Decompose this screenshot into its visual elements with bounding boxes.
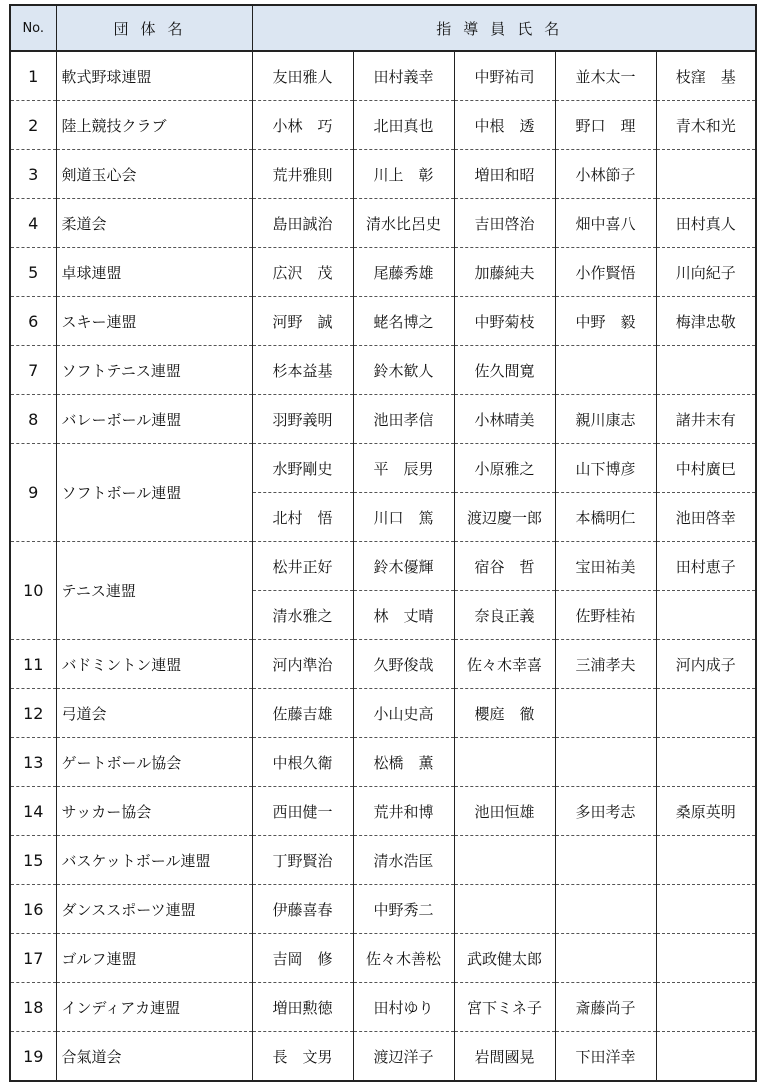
instructor-name: 蛯名博之: [353, 297, 454, 346]
instructor-name: 池田啓幸: [656, 493, 756, 542]
instructor-name: 畑中喜八: [555, 199, 656, 248]
instructor-name: [454, 836, 555, 885]
instructor-name: 中野菊枝: [454, 297, 555, 346]
instructor-name: [656, 836, 756, 885]
instructor-name: [555, 346, 656, 395]
instructor-name: 武政健太郎: [454, 934, 555, 983]
instructor-name: 小林晴美: [454, 395, 555, 444]
instructor-name: 伊藤喜春: [252, 885, 353, 934]
instructor-name: 清水雅之: [252, 591, 353, 640]
row-number: 2: [10, 101, 56, 150]
instructor-name: 松井正好: [252, 542, 353, 591]
table-row: [10, 199, 756, 248]
instructor-name: 野口 理: [555, 101, 656, 150]
instructor-name: 佐野桂祐: [555, 591, 656, 640]
group-name: 弓道会: [56, 689, 252, 738]
instructor-name: 中野 毅: [555, 297, 656, 346]
table-row: [10, 297, 756, 346]
instructor-name: 小作賢悟: [555, 248, 656, 297]
instructor-name: 小林節子: [555, 150, 656, 199]
instructor-name: 中野秀二: [353, 885, 454, 934]
instructor-name: 川口 篤: [353, 493, 454, 542]
group-name: バスケットボール連盟: [56, 836, 252, 885]
instructor-name: 加藤純夫: [454, 248, 555, 297]
table-row: [10, 248, 756, 297]
instructor-name: 羽野義明: [252, 395, 353, 444]
instructor-name: 中村廣巳: [656, 444, 756, 493]
table-row: [10, 1032, 756, 1082]
instructor-name: [656, 591, 756, 640]
instructor-name: 杉本益基: [252, 346, 353, 395]
instructor-name: [656, 885, 756, 934]
instructor-name: 渡辺洋子: [353, 1032, 454, 1082]
instructor-name: 岩間國晃: [454, 1032, 555, 1082]
group-name: ゴルフ連盟: [56, 934, 252, 983]
instructor-name: 田村恵子: [656, 542, 756, 591]
instructor-name: [656, 150, 756, 199]
instructor-name: [555, 934, 656, 983]
table-row: [10, 51, 756, 101]
instructor-name: 宿谷 哲: [454, 542, 555, 591]
row-number: 15: [10, 836, 56, 885]
instructor-name: 諸井末有: [656, 395, 756, 444]
table-row: [10, 346, 756, 395]
header-names: 指導員氏名: [252, 5, 756, 51]
instructor-table: [9, 4, 757, 1082]
instructor-name: 荒井雅則: [252, 150, 353, 199]
instructor-name: 枝窪 基: [656, 51, 756, 101]
row-number: 5: [10, 248, 56, 297]
instructor-name: 平 辰男: [353, 444, 454, 493]
instructor-name: 中根久衛: [252, 738, 353, 787]
row-number: 8: [10, 395, 56, 444]
table-header-row: [10, 5, 756, 51]
instructor-name: 梅津忠敬: [656, 297, 756, 346]
group-name: テニス連盟: [56, 542, 252, 640]
table-row: [10, 542, 756, 591]
instructor-name: [656, 1032, 756, 1082]
instructor-name: 小山史高: [353, 689, 454, 738]
instructor-name: 宝田祐美: [555, 542, 656, 591]
instructor-name: 鈴木歓人: [353, 346, 454, 395]
instructor-name: 広沢 茂: [252, 248, 353, 297]
row-number: 4: [10, 199, 56, 248]
instructor-name: [656, 689, 756, 738]
instructor-name: 河内準治: [252, 640, 353, 689]
instructor-name: 青木和光: [656, 101, 756, 150]
instructor-name: 斎藤尚子: [555, 983, 656, 1032]
instructor-name: 河野 誠: [252, 297, 353, 346]
instructor-name: 鈴木優輝: [353, 542, 454, 591]
instructor-name: 友田雅人: [252, 51, 353, 101]
instructor-name: [555, 885, 656, 934]
group-name: 柔道会: [56, 199, 252, 248]
header-group: 団体名: [56, 5, 252, 51]
instructor-name: 下田洋幸: [555, 1032, 656, 1082]
instructor-name: 長 文男: [252, 1032, 353, 1082]
instructor-name: 田村ゆり: [353, 983, 454, 1032]
row-number: 14: [10, 787, 56, 836]
group-name: サッカー協会: [56, 787, 252, 836]
instructor-name: 川上 彰: [353, 150, 454, 199]
instructor-name: 渡辺慶一郎: [454, 493, 555, 542]
instructor-name: 小林 巧: [252, 101, 353, 150]
instructor-name: [555, 689, 656, 738]
instructor-name: 奈良正義: [454, 591, 555, 640]
table-row: [10, 101, 756, 150]
group-name: ダンススポーツ連盟: [56, 885, 252, 934]
instructor-name: 河内成子: [656, 640, 756, 689]
row-number: 9: [10, 444, 56, 542]
instructor-name: 松橋 薫: [353, 738, 454, 787]
instructor-name: 久野俊哉: [353, 640, 454, 689]
instructor-name: 池田孝信: [353, 395, 454, 444]
row-number: 13: [10, 738, 56, 787]
instructor-name: 吉岡 修: [252, 934, 353, 983]
group-name: 合氣道会: [56, 1032, 252, 1082]
instructor-name: 丁野賢治: [252, 836, 353, 885]
instructor-name: 林 丈晴: [353, 591, 454, 640]
group-name: ソフトボール連盟: [56, 444, 252, 542]
row-number: 6: [10, 297, 56, 346]
instructor-name: 島田誠治: [252, 199, 353, 248]
instructor-name: 清水浩匡: [353, 836, 454, 885]
instructor-name: 川向紀子: [656, 248, 756, 297]
instructor-name: 小原雅之: [454, 444, 555, 493]
instructor-name: 増田和昭: [454, 150, 555, 199]
table-row: [10, 640, 756, 689]
instructor-name: 清水比呂史: [353, 199, 454, 248]
instructor-name: 並木太一: [555, 51, 656, 101]
instructor-name: 北村 悟: [252, 493, 353, 542]
group-name: 剣道玉心会: [56, 150, 252, 199]
instructor-name: 三浦孝夫: [555, 640, 656, 689]
instructor-name: 中根 透: [454, 101, 555, 150]
row-number: 3: [10, 150, 56, 199]
instructor-name: [656, 346, 756, 395]
instructor-name: 北田真也: [353, 101, 454, 150]
instructor-name: [555, 836, 656, 885]
instructor-name: 田村真人: [656, 199, 756, 248]
table-row: [10, 934, 756, 983]
group-name: バドミントン連盟: [56, 640, 252, 689]
instructor-name: 吉田啓治: [454, 199, 555, 248]
instructor-name: [454, 738, 555, 787]
row-number: 19: [10, 1032, 56, 1082]
instructor-name: 西田健一: [252, 787, 353, 836]
table-row: [10, 444, 756, 493]
instructor-name: 田村義幸: [353, 51, 454, 101]
instructor-name: 桑原英明: [656, 787, 756, 836]
table-body: [10, 51, 756, 1081]
table-row: [10, 689, 756, 738]
group-name: ソフトテニス連盟: [56, 346, 252, 395]
group-name: インディアカ連盟: [56, 983, 252, 1032]
instructor-name: 多田考志: [555, 787, 656, 836]
row-number: 18: [10, 983, 56, 1032]
instructor-name: 水野剛史: [252, 444, 353, 493]
group-name: ゲートボール協会: [56, 738, 252, 787]
row-number: 16: [10, 885, 56, 934]
instructor-name: 尾藤秀雄: [353, 248, 454, 297]
instructor-name: 本橋明仁: [555, 493, 656, 542]
table-row: [10, 787, 756, 836]
instructor-name: 佐藤吉雄: [252, 689, 353, 738]
row-number: 12: [10, 689, 56, 738]
instructor-name: 池田恒雄: [454, 787, 555, 836]
table-row: [10, 983, 756, 1032]
instructor-name: [656, 934, 756, 983]
table-row: [10, 885, 756, 934]
instructor-name: 増田勲徳: [252, 983, 353, 1032]
instructor-name: 佐々木幸喜: [454, 640, 555, 689]
instructor-name: 荒井和博: [353, 787, 454, 836]
instructor-name: [454, 885, 555, 934]
instructor-name: 山下博彦: [555, 444, 656, 493]
table-row: [10, 836, 756, 885]
header-no: No.: [10, 5, 56, 51]
instructor-name: [656, 738, 756, 787]
table-row: [10, 150, 756, 199]
instructor-name: [656, 983, 756, 1032]
instructor-name: 佐久間寛: [454, 346, 555, 395]
row-number: 17: [10, 934, 56, 983]
group-name: バレーボール連盟: [56, 395, 252, 444]
row-number: 11: [10, 640, 56, 689]
table-row: [10, 395, 756, 444]
group-name: スキー連盟: [56, 297, 252, 346]
table-row: [10, 738, 756, 787]
instructor-name: [555, 738, 656, 787]
instructor-name: 櫻庭 徹: [454, 689, 555, 738]
instructor-name: 宮下ミネ子: [454, 983, 555, 1032]
row-number: 7: [10, 346, 56, 395]
group-name: 陸上競技クラブ: [56, 101, 252, 150]
instructor-name: 佐々木善松: [353, 934, 454, 983]
instructor-name: 親川康志: [555, 395, 656, 444]
row-number: 10: [10, 542, 56, 640]
group-name: 軟式野球連盟: [56, 51, 252, 101]
row-number: 1: [10, 51, 56, 101]
group-name: 卓球連盟: [56, 248, 252, 297]
instructor-name: 中野祐司: [454, 51, 555, 101]
